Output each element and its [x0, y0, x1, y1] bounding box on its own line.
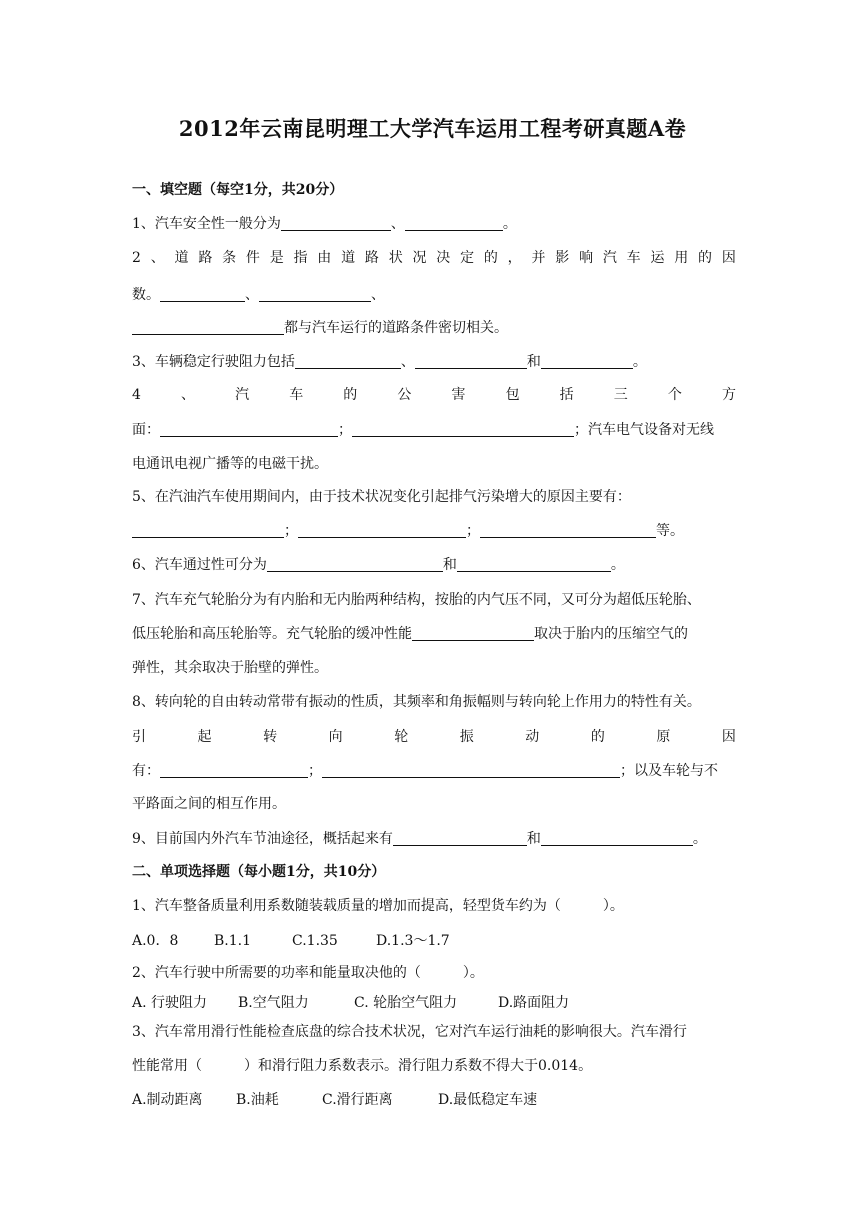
answer-blank[interactable] — [415, 353, 527, 369]
text: 9、目前国内外汽车节油途径，概括起来有 — [132, 831, 393, 847]
q1-text: 1、汽车安全性一般分为 — [132, 216, 281, 232]
answer-blank[interactable] — [160, 286, 245, 302]
question-2-2: 2、汽车行驶中所需要的功率和能量取决他的（ ）。 — [132, 965, 484, 981]
spread-char: 包 — [505, 387, 520, 403]
spread-char: 因 — [721, 729, 736, 745]
answer-blank[interactable] — [132, 319, 284, 335]
answer-blank[interactable] — [298, 522, 466, 538]
separator: ； — [466, 523, 480, 539]
spread-char: 件 — [245, 250, 260, 266]
text: ；汽车电气设备对无线 — [574, 422, 714, 438]
spread-char: 是 — [269, 250, 284, 266]
spread-char: 引 — [132, 729, 146, 745]
answer-blank[interactable] — [160, 421, 338, 437]
section2-heading: 二、单项选择题（每小题1分，共10分） — [132, 864, 386, 880]
spread-char: 汽 — [602, 250, 617, 266]
option-a[interactable]: A. 行驶阻力 — [132, 995, 208, 1011]
spread-char: 由 — [317, 250, 332, 266]
punct: 。 — [632, 354, 647, 370]
answer-blank[interactable] — [480, 522, 656, 538]
option-b[interactable]: B.1.1 — [214, 933, 252, 949]
spread-char: 的 — [483, 250, 498, 266]
text: 面： — [132, 422, 160, 438]
separator: 、 — [371, 287, 385, 303]
question-1-8-line2 — [132, 727, 736, 747]
question-1-4-line3: 电通讯电视广播等的电磁干扰。 — [132, 456, 328, 472]
punct: 。 — [502, 216, 517, 232]
option-c[interactable]: C.滑行距离 — [322, 1092, 393, 1108]
question-1-6 — [132, 555, 736, 575]
spread-char: 路 — [364, 250, 379, 266]
separator: ； — [308, 763, 322, 779]
answer-blank[interactable] — [259, 286, 371, 302]
spread-char: 决 — [436, 250, 451, 266]
spread-char: 括 — [559, 387, 574, 403]
punct: 。 — [692, 831, 707, 847]
separator: ； — [284, 523, 298, 539]
text: 和 — [526, 354, 541, 370]
option-d[interactable]: D.1.3～1.7 — [376, 933, 450, 949]
spread-char: 起 — [197, 729, 212, 745]
spread-char: 的 — [343, 387, 358, 403]
question-1-8-line1: 8、转向轮的自由转动常带有振动的性质，其频率和角振幅则与转向轮上作用力的特性有关。 — [132, 694, 701, 710]
answer-blank[interactable] — [412, 625, 534, 641]
question-1-8-line3 — [132, 761, 736, 781]
spread-char: ， — [507, 250, 522, 266]
question-1-7-line1: 7、汽车充气轮胎分为有内胎和无内胎两种结构，按胎的内气压不同，又可分为超低压轮胎、 — [132, 592, 701, 608]
answer-blank[interactable] — [541, 830, 693, 846]
question-1-1 — [132, 214, 736, 234]
spread-char: 车 — [289, 387, 304, 403]
option-d[interactable]: D.路面阻力 — [498, 995, 570, 1011]
spread-char: 、 — [181, 387, 196, 403]
spread-char: 并 — [531, 250, 546, 266]
answer-blank[interactable] — [405, 215, 503, 231]
question-1-2-line3 — [132, 318, 736, 338]
text: 有： — [132, 763, 160, 779]
text: 都与汽车运行的道路条件密切相关。 — [284, 320, 508, 336]
text: 数。 — [132, 287, 160, 303]
question-2-1-options — [132, 931, 736, 951]
spread-char: 2 — [132, 250, 141, 266]
spread-char: 道 — [174, 250, 189, 266]
question-2-3-options — [132, 1090, 736, 1110]
option-b[interactable]: B.空气阻力 — [238, 995, 309, 1011]
option-c[interactable]: C. 轮胎空气阻力 — [354, 995, 458, 1011]
answer-blank[interactable] — [267, 556, 443, 572]
punct: 。 — [610, 557, 625, 573]
spread-char: 状 — [388, 250, 403, 266]
question-1-9 — [132, 829, 736, 849]
option-b[interactable]: B.油耗 — [236, 1092, 279, 1108]
answer-blank[interactable] — [295, 353, 401, 369]
text: 和 — [526, 831, 541, 847]
question-1-4-line2 — [132, 420, 736, 440]
spread-char: 、 — [150, 250, 165, 266]
question-2-1: 1、汽车整备质量利用系数随装载质量的增加而提高，轻型货车约为（ ）。 — [132, 898, 624, 914]
question-1-8-line4: 平路面之间的相互作用。 — [132, 796, 286, 812]
spread-char: 响 — [579, 250, 594, 266]
spread-char: 的 — [698, 250, 713, 266]
text: 3、车辆稳定行驶阻力包括 — [132, 354, 295, 370]
spread-char: 影 — [555, 250, 570, 266]
option-a[interactable]: A.0．8 — [132, 933, 179, 949]
question-2-3-line2: 性能常用（ ）和滑行阻力系数表示。滑行阻力系数不得大于0.014。 — [132, 1058, 593, 1074]
separator: 、 — [390, 216, 405, 232]
option-d[interactable]: D.最低稳定车速 — [438, 1092, 538, 1108]
page-title: 2012年云南昆明理工大学汽车运用工程考研真题A卷 — [178, 116, 687, 141]
answer-blank[interactable] — [352, 421, 574, 437]
question-1-4-line1 — [132, 385, 736, 405]
question-1-7-line3: 弹性，其余取决于胎壁的弹性。 — [132, 660, 328, 676]
question-1-2-line1 — [132, 248, 736, 268]
answer-blank[interactable] — [457, 556, 611, 572]
answer-blank[interactable] — [393, 830, 527, 846]
text: 和 — [442, 557, 457, 573]
spread-char: 车 — [626, 250, 641, 266]
spread-char: 转 — [263, 729, 278, 745]
spread-char: 害 — [451, 387, 466, 403]
answer-blank[interactable] — [281, 215, 391, 231]
spread-char: 动 — [525, 729, 540, 745]
question-2-2-options — [132, 993, 736, 1013]
text: 等。 — [656, 523, 684, 539]
question-1-2-line2 — [132, 285, 736, 305]
separator: 、 — [400, 354, 415, 370]
section1-heading: 一、填空题（每空1分，共20分） — [132, 182, 344, 198]
separator: 、 — [245, 287, 259, 303]
spread-char: 运 — [650, 250, 665, 266]
answer-blank[interactable] — [132, 522, 284, 538]
option-a[interactable]: A.制动距离 — [132, 1092, 203, 1108]
answer-blank[interactable] — [322, 762, 620, 778]
question-2-3-line1: 3、汽车常用滑行性能检查底盘的综合技术状况，它对汽车运行油耗的影响很大。汽车滑行 — [132, 1024, 687, 1040]
spread-char: 指 — [293, 250, 308, 266]
text: 取决于胎内的压缩空气的 — [534, 626, 688, 642]
spread-char: 用 — [674, 250, 689, 266]
spread-char: 定 — [460, 250, 475, 266]
separator: ； — [338, 422, 352, 438]
spread-char: 三 — [613, 387, 628, 403]
text: 6、汽车通过性可分为 — [132, 557, 267, 573]
spread-char: 路 — [198, 250, 213, 266]
spread-char: 的 — [590, 729, 605, 745]
spread-char: 4 — [132, 387, 141, 403]
question-1-5-line2 — [132, 521, 736, 541]
question-1-3 — [132, 352, 736, 372]
spread-char: 条 — [222, 250, 237, 266]
spread-char: 个 — [667, 387, 682, 403]
spread-char: 轮 — [394, 729, 409, 745]
question-1-5-line1: 5、在汽油汽车使用期间内，由于技术状况变化引起排气污染增大的原因主要有： — [132, 489, 631, 505]
text: ；以及车轮与不 — [620, 763, 718, 779]
spread-char: 汽 — [235, 387, 250, 403]
spread-char: 公 — [397, 387, 412, 403]
spread-char: 道 — [341, 250, 356, 266]
spread-char: 原 — [656, 729, 671, 745]
spread-char: 方 — [721, 387, 736, 403]
answer-blank[interactable] — [541, 353, 633, 369]
option-c[interactable]: C.1.35 — [292, 933, 338, 949]
spread-char: 振 — [459, 729, 474, 745]
text: 低压轮胎和高压轮胎等。充气轮胎的缓冲性能 — [132, 626, 412, 642]
answer-blank[interactable] — [160, 762, 308, 778]
spread-char: 因 — [721, 250, 736, 266]
spread-char: 向 — [328, 729, 343, 745]
question-1-7-line2 — [132, 624, 736, 644]
spread-char: 况 — [412, 250, 427, 266]
